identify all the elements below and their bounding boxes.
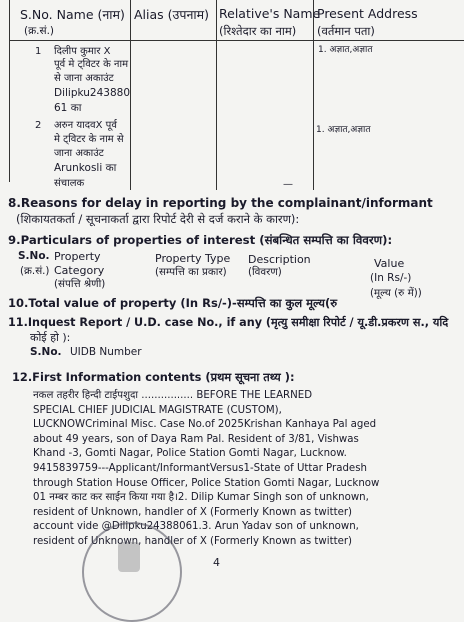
section11-uidb: UIDB Number [70, 346, 142, 358]
row2-name-line4: Arunkosli का [54, 162, 117, 174]
row1-name-line1: दिलीप कुमार X [54, 46, 111, 57]
row2-name-line2: मे ट्विटर के नाम से [54, 134, 124, 145]
row2-sno: 2 [35, 120, 42, 131]
section11-title-cont: कोई हो ): [30, 331, 71, 344]
fir-line: Khand -3, Gomti Nagar, Police Station Gomti Nagar, Lucknow. [33, 448, 347, 460]
table-border-left [9, 0, 10, 182]
header-address: Present Address [317, 6, 418, 21]
fir-line: SPECIAL CHIEF JUDICIAL MAGISTRATE (CUSTOM), [33, 404, 282, 416]
row2-name-line3: जाना अकाउंट [54, 148, 104, 159]
table-header-divider [9, 40, 464, 41]
table-border-col2 [216, 0, 217, 190]
row1-name-line5: 61 का [54, 102, 82, 114]
official-seal [82, 522, 182, 622]
header-relative: Relative's Name [219, 6, 321, 21]
header-alias: Alias (उपनाम) [134, 7, 209, 22]
row2-relative-dash: — [283, 179, 293, 190]
prop-value: Value [374, 257, 405, 270]
page-number: 4 [213, 556, 220, 569]
section8-subtitle: (शिकायतकर्ता / सूचनाकर्ता द्वारा रिपोर्ट देरी से दर्ज कराने के कारण): [16, 212, 300, 226]
section8-title: 8.Reasons for delay in reporting by the complainant/informant [8, 196, 433, 210]
row1-name-line3: से जाना अकाउंट [54, 73, 114, 84]
row2-address: 1. अज्ञात,अज्ञात [316, 125, 371, 135]
header-sno-hi: (क्र.सं.) [24, 25, 55, 37]
prop-category-hi: (संपत्ति श्रेणी) [54, 278, 106, 290]
prop-type-hi: (सम्पत्ति का प्रकार) [155, 266, 227, 278]
row1-address: 1. अज्ञात,अज्ञात [318, 45, 373, 55]
table-border-col3 [313, 0, 314, 190]
section11-title: 11.Inquest Report / U.D. case No., if any (मृत्यु समीक्षा रिपोर्ट / यू.डी.प्रकरण स., यदि [8, 316, 449, 329]
header-address-hi: (वर्तमान पता) [317, 24, 375, 38]
row1-name-line2: पूर्व मे ट्विटर के नाम [54, 59, 129, 70]
prop-type: Property Type [155, 252, 231, 265]
row2-name-line1: अरुन यादवX पूर्व [54, 120, 117, 131]
row1-sno: 1 [35, 46, 42, 57]
fir-line: about 49 years, son of Daya Ram Pal. Resident of 3/81, Vishwas [33, 433, 359, 445]
fir-line: through Station House Officer, Police Station Gomti Nagar, Lucknow [33, 477, 380, 489]
header-relative-hi: (रिश्तेदार का नाम) [219, 24, 297, 38]
fir-line: नकल तहरीर हिन्दी टाईपशुदा ................ BEFORE THE LEARNED [33, 390, 313, 401]
fir-line: LUCKNOWCriminal Misc. Case No.of 2025Krishan Kanhaya Pal aged [33, 419, 377, 431]
prop-sno-hi: (क्र.सं.) [20, 265, 50, 277]
prop-category: Property [54, 250, 101, 263]
fir-line: account vide @Dilipku24388061.3. Arun Yadav son of unknown, [33, 521, 359, 533]
section11-sno: S.No. [30, 346, 62, 358]
section10-title: 10.Total value of property (In Rs/-)-सम्पत्ति का कुल मूल्य(रु [8, 296, 338, 310]
prop-desc: Description [248, 253, 311, 266]
emblem-icon [118, 542, 140, 572]
prop-value-2: (In Rs/-) [370, 272, 412, 284]
prop-category-2: Category [54, 264, 105, 277]
prop-desc-hi: (विवरण) [248, 266, 282, 278]
prop-value-hi: (मूल्य (रु में)) [370, 287, 422, 299]
fir-line: resident of Unknown, handler of X (Formerly Known as twitter) [33, 535, 352, 547]
row1-name-line4: Dilipku243880 [54, 87, 130, 99]
row2-name-line5: संचालक [54, 178, 85, 189]
table-border-col1 [130, 0, 131, 190]
prop-sno: S.No. [18, 250, 50, 262]
fir-line: 9415839759---Applicant/InformantVersus1-State of Uttar Pradesh [33, 462, 367, 474]
header-sno-name: S.No. Name (नाम) [20, 7, 125, 22]
fir-line: resident of Unknown, handler of X (Formerly Known as twitter) [33, 506, 352, 518]
first-information-contents [33, 389, 379, 550]
section12-title: 12.First Information contents (प्रथम सूचना तथ्य ): [12, 370, 295, 384]
fir-line: 01 नम्बर काट कर साईन किया गया है।2. Dilip Kumar Singh son of unknown, [33, 492, 369, 504]
section9-title: 9.Particulars of properties of interest (संबन्धित सम्पत्ति का विवरण): [8, 233, 393, 247]
